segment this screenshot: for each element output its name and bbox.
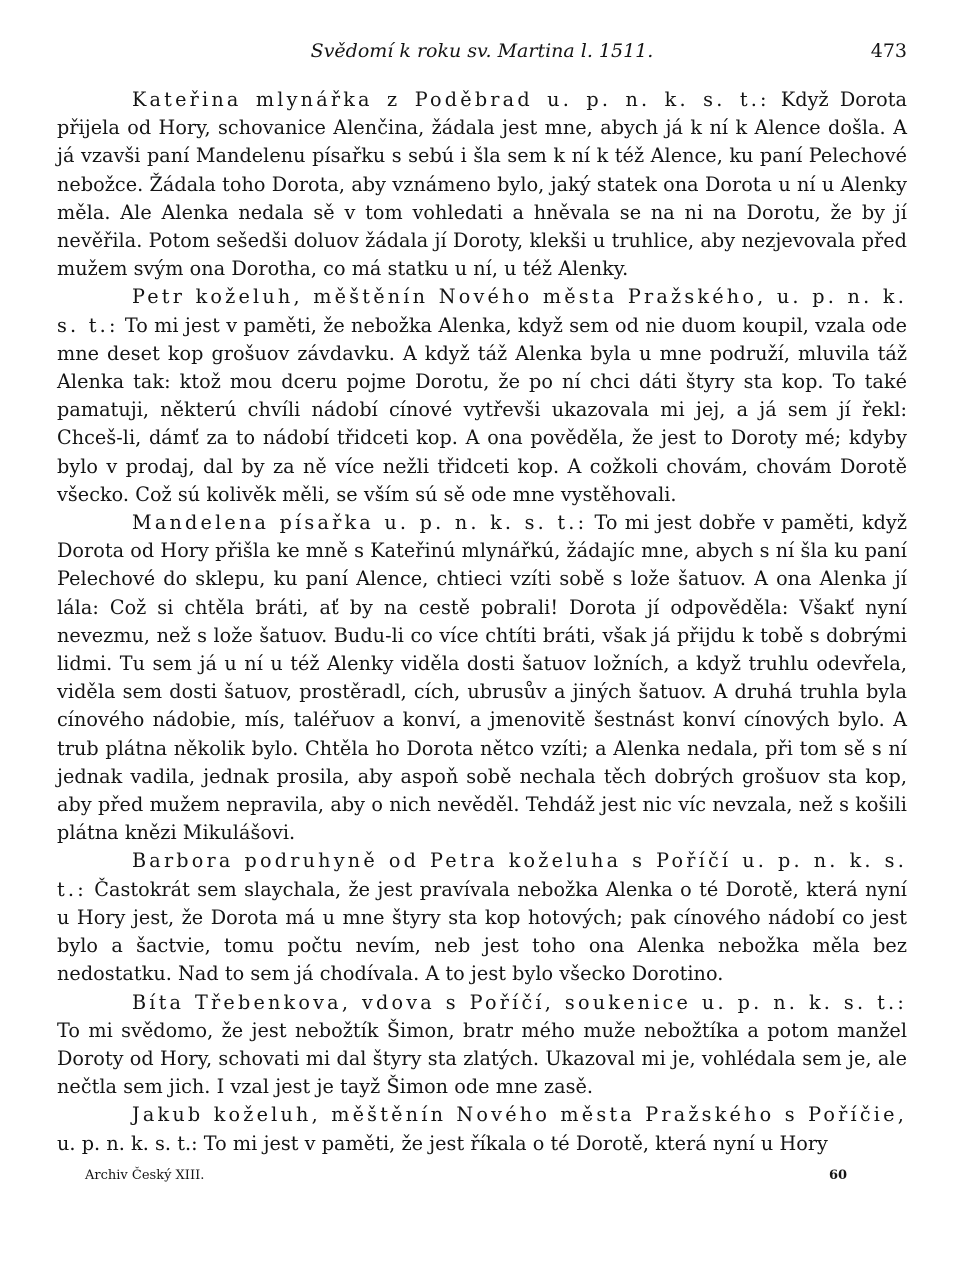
testimony-paragraph (57, 86, 907, 283)
testimony-text: u. p. n. k. s. t.: To mi jest v paměti, že jest říkala o té Dorotě, která nyní u Hory (57, 1131, 828, 1155)
testimony-text: To mi jest v paměti, že nebožka Alenka, když sem od nie duom koupil, vzala ode mne deset kop grošuov závdavku. A když táž Alenka byla u mne podruží, mluvila táž Alenka tak: ktož mou dceru pojme Dorotu, že po ní chci dáti štyry sta kop. To také pamatuji, některú chvíli nádobí cínové vytřevši ukazovala mi jej, a já sem jí řekl: Chceš-li, dámť za to nádobí třidceti kop. A ona pověděla, že jest to Doroty mé; kdyby bylo v prodaj, dal by za ně více nežli třidceti kop. A cožkoli chovám, chovám Dorotě všecko. Což sú kolivěk měli, se vším sú sě ode mne vystěhovali. (57, 313, 907, 506)
witness-name: Barbora podruhyně od Petra koželuha s Poříčí u. p. n. k. s. t.: (57, 849, 907, 901)
testimony-paragraph (57, 509, 907, 847)
testimony-paragraph (57, 283, 907, 509)
testimony-text: To mi jest dobře v paměti, když Dorota od Hory přišla ke mně s Kateřinú mlynářkú, žádajíc mne, abych s ní šla ku paní Pelechové do sklepu, ku paní Alence, chtieci vzíti sobě s lože šatuov. A ona Alenka jí lála: Což si chtěla bráti, ať by na cestě pobrali! Dorota jí odpověděla: Všakť nyní nevezmu, než s lože šatuov. Budu-li co více chtíti bráti, však já přijdu k tobě s dobrými lidmi. Tu sem já u ní u též Alenky viděla dosti šatuov ložních, a když truhlu odevřela, viděla sem dosti šatuov, prostěradl, cích, ubrusův a jiných šatuov. A druhá truhla byla cínového nádobie, mís, taléřuov a konví, a jmenovitě šestnást konví cínových bylo. A trub plátna několik bylo. Chtěla ho Dorota nětco vzíti; a Alenka nedala, při tom sě s ní jednak vadila, jednak prosila, aby aspoň sobě nechala těch dobrých grošuov sta kop, aby před mužem nepravila, aby o nich nevěděl. Tehdáž jest nic víc nevzala, než s košili plátna knězi Mikulášovi. (57, 511, 908, 845)
sheet-number: 60 (829, 1168, 848, 1183)
page-header (57, 36, 907, 66)
running-title: Svědomí k roku sv. Martina l. 1511. (310, 40, 654, 62)
testimony-paragraph (57, 1101, 907, 1157)
testimony-text: Když Dorota přijela od Hory, schovanice Alenčina, žádala jest mne, abych já k ní k Alence došla. A já vzavši paní Mandelenu písařku s sebú i šla sem k ní k též Alence, ku paní Pelechové nebožce. Žádala toho Dorota, aby vznámeno bylo, jaký statek ona Dorota u ní u Alenky měla. Ale Alenka nedala sě v tom vohledati a hněvala se na ni na Dorotu, že by jí nevěřila. Potom sešedši doluov žádala jí Doroty, klekši u truhlice, aby nezjevovala před mužem svým ona Dorotha, co má statku u ní, u též Alenky. (57, 88, 907, 281)
testimony-text: Častokrát sem slaychala, že jest pravívala nebožka Alenka o té Dorotě, která nyní u Hory jest, že Dorota má u mne štyry sta kop hotových; pak cínového nádobí co jest bylo a šactvie, tomu počtu nevím, neb jest toho ona Alenka nebožka měla bez nedostatku. Nad to sem já chodívala. A to jest bylo všecko Dorotino. (57, 877, 907, 986)
witness-name: Jakub koželuh, měštěnín Nového města Pražského s Poříčie, (132, 1103, 907, 1127)
witness-name: Bíta Třebenkova, vdova s Poříčí, soukenice u. p. n. k. s. t.: (132, 990, 907, 1014)
page-footer (57, 1164, 907, 1188)
body-text (57, 86, 907, 1158)
testimony-paragraph (57, 847, 907, 988)
witness-name: Kateřina mlynářka z Poděbrad u. p. n. k. s. t.: (132, 88, 770, 111)
witness-name: Mandelena písařka u. p. n. k. s. t.: (132, 511, 588, 535)
testimony-text: To mi svědomo, že jest nebožtík Šimon, bratr mého muže nebožtíka a potom manžel Doroty od Hory, schovati mi dal štyry sta zlatých. Ukazoval mi je, vohlédala sem je, ale nečtla sem jich. I vzal jest je tayž Šimon ode mne zasě. (57, 1018, 907, 1099)
testimony-paragraph (57, 989, 907, 1102)
footer-signature: Archiv Český XIII. (85, 1168, 205, 1183)
witness-name: Petr koželuh, měštěnín Nového města Pražského, u. p. n. k. s. t.: (57, 285, 907, 337)
page-number: 473 (870, 40, 907, 62)
